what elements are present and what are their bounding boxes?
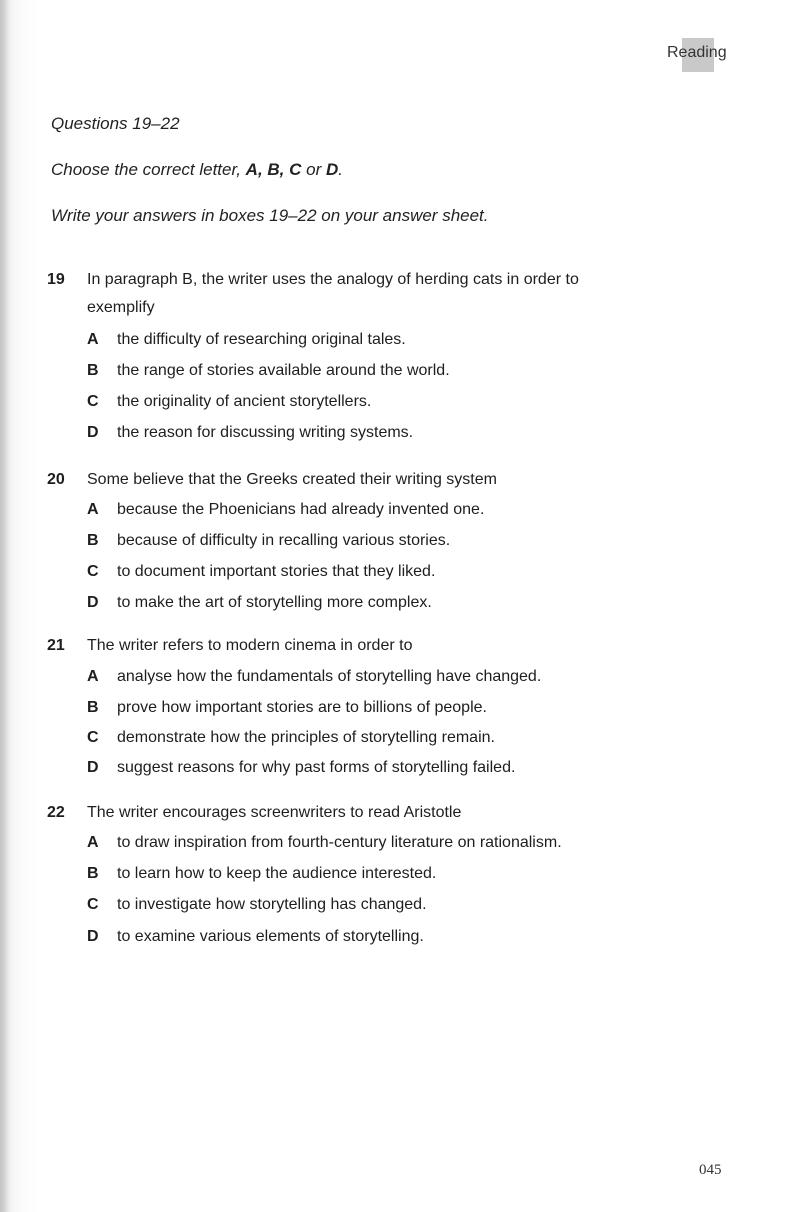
choose-instruction <box>51 160 343 180</box>
option-d <box>87 419 413 447</box>
option-text: analyse how the fundamentals of storytelling have changed. <box>117 668 542 685</box>
question-stem <box>87 799 667 827</box>
option-letter: D <box>87 424 99 441</box>
question-number: 22 <box>47 804 65 821</box>
option-b <box>87 357 450 385</box>
option-letter: A <box>87 668 99 685</box>
option-d <box>87 589 432 617</box>
question-number: 19 <box>47 271 65 288</box>
option-letter: B <box>87 532 99 549</box>
option-a <box>87 496 484 524</box>
option-b <box>87 694 487 722</box>
letter-b-label: B, <box>267 160 285 179</box>
option-text: demonstrate how the principles of storytelling remain. <box>117 729 495 746</box>
option-text: to examine various elements of storytelling. <box>117 928 424 945</box>
question-stem-line-1: In paragraph B, the writer uses the analogy of herding cats in order to <box>87 271 579 288</box>
option-letter: D <box>87 928 99 945</box>
option-letter: A <box>87 501 99 518</box>
option-letter: D <box>87 759 99 776</box>
question-stem <box>87 466 667 494</box>
option-a <box>87 663 541 691</box>
option-letter: A <box>87 331 99 348</box>
option-letter: C <box>87 393 99 410</box>
option-letter: C <box>87 729 99 746</box>
choose-suffix: . <box>338 160 344 179</box>
option-d <box>87 923 424 951</box>
option-letter: C <box>87 563 99 580</box>
option-c <box>87 388 371 416</box>
option-text: prove how important stories are to billions of people. <box>117 699 487 716</box>
letter-d-label: D <box>326 160 339 179</box>
spine-shadow <box>0 0 10 1212</box>
option-text: the difficulty of researching original tales. <box>117 331 406 348</box>
option-d <box>87 754 515 782</box>
option-b <box>87 860 436 888</box>
option-text: the reason for discussing writing systems. <box>117 424 414 441</box>
option-text: to learn how to keep the audience interested. <box>117 865 437 882</box>
option-text: to investigate how storytelling has changed. <box>117 896 427 913</box>
or-word: or <box>306 160 322 179</box>
option-b <box>87 527 450 555</box>
option-text: because of difficulty in recalling various stories. <box>117 532 451 549</box>
choose-prefix: Choose the correct letter, <box>51 160 241 179</box>
question-stem-line-1: The writer encourages screenwriters to read Aristotle <box>87 804 462 821</box>
option-letter: B <box>87 362 99 379</box>
option-text: because the Phoenicians had already invented one. <box>117 501 485 518</box>
letter-c-label: C <box>289 160 302 179</box>
option-c <box>87 724 495 752</box>
question-stem-line-1: Some believe that the Greeks created their writing system <box>87 471 497 488</box>
option-text: the range of stories available around the world. <box>117 362 450 379</box>
option-letter: B <box>87 865 99 882</box>
option-c <box>87 558 435 586</box>
option-text: to document important stories that they liked. <box>117 563 436 580</box>
option-letter: D <box>87 594 99 611</box>
question-stem <box>87 266 667 322</box>
question-number: 20 <box>47 471 65 488</box>
letter-a-label: A, <box>245 160 263 179</box>
option-text: suggest reasons for why past forms of storytelling failed. <box>117 759 516 776</box>
section-label: Reading <box>667 44 727 61</box>
option-letter: C <box>87 896 99 913</box>
option-c <box>87 891 427 919</box>
option-a <box>87 326 406 354</box>
option-letter: B <box>87 699 99 716</box>
write-instruction: Write your answers in boxes 19–22 on your answer sheet. <box>51 206 489 225</box>
section-header <box>667 44 727 62</box>
question-stem-line-1: The writer refers to modern cinema in order to <box>87 637 413 654</box>
question-stem-line-2: exemplify <box>87 299 155 316</box>
page-number: 045 <box>699 1162 722 1178</box>
option-letter: A <box>87 834 99 851</box>
option-text: to draw inspiration from fourth-century literature on rationalism. <box>117 834 562 851</box>
option-a <box>87 829 562 857</box>
option-text: the originality of ancient storytellers. <box>117 393 372 410</box>
question-number: 21 <box>47 637 65 654</box>
question-range-heading: Questions 19–22 <box>51 114 180 133</box>
option-text: to make the art of storytelling more complex. <box>117 594 432 611</box>
question-stem <box>87 632 667 660</box>
